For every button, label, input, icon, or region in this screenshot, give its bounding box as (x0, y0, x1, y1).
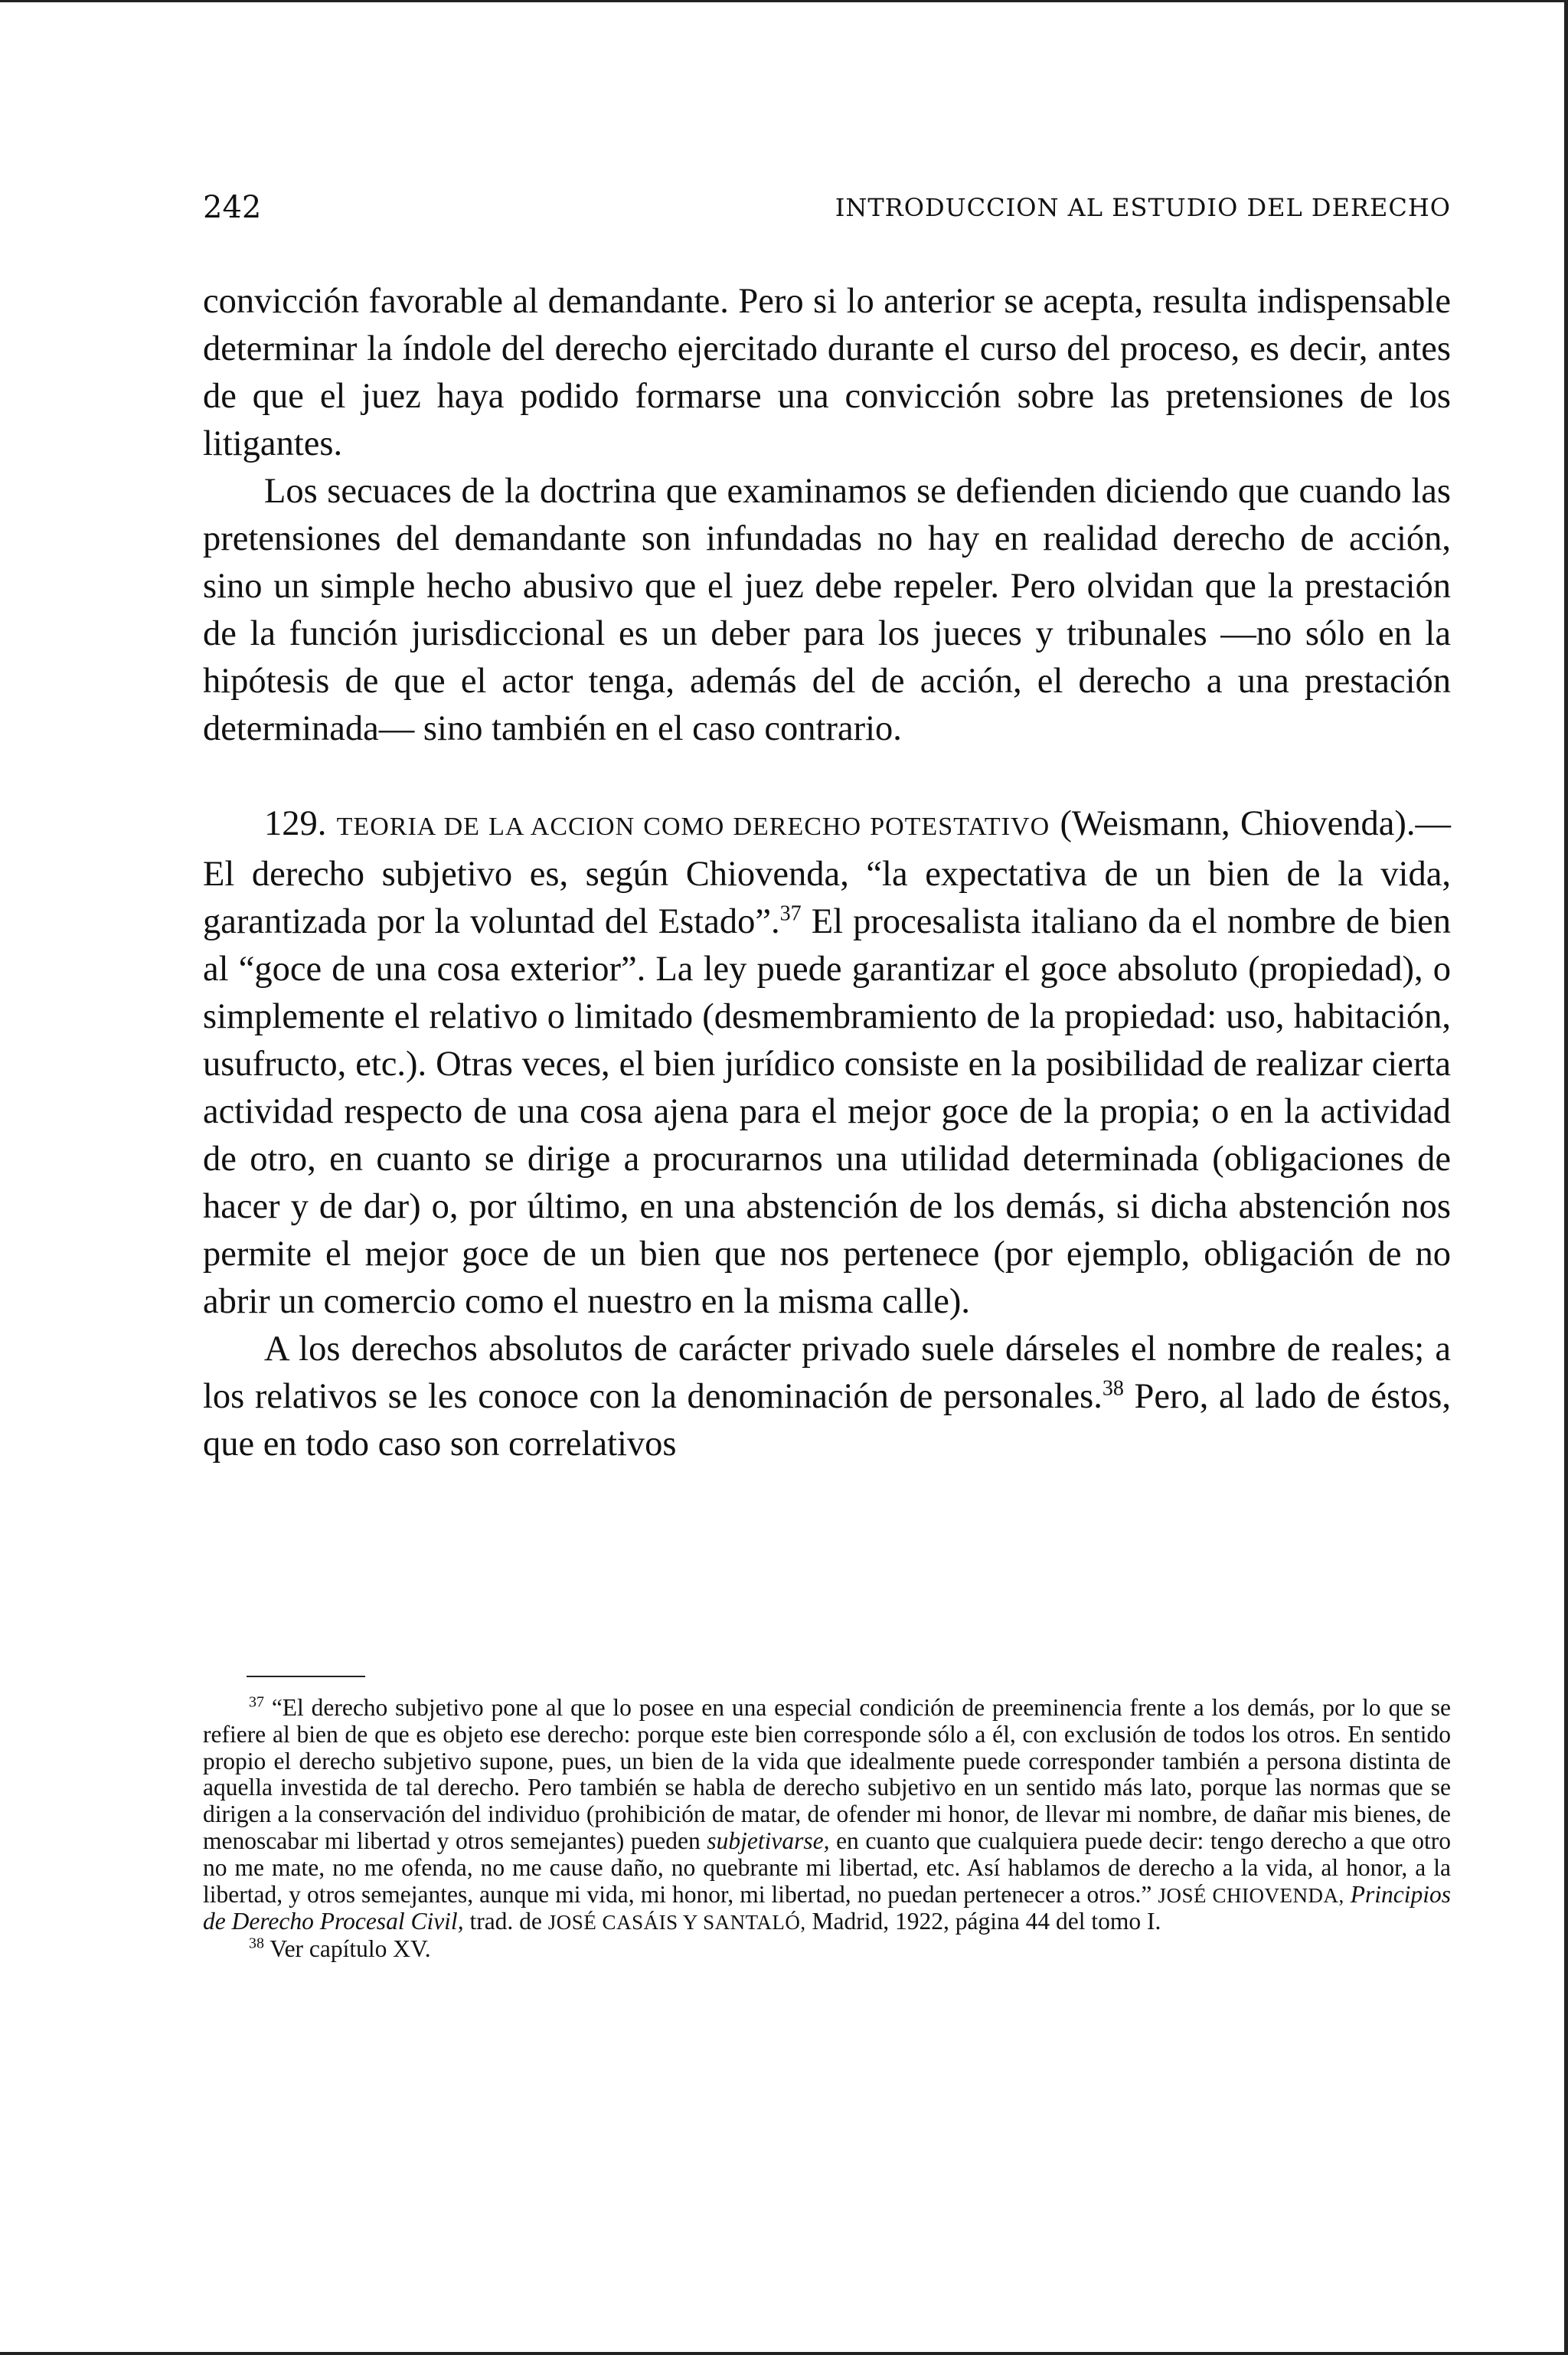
footnote-37-title: Principios de Derecho Procesal Civil, (203, 1880, 1452, 1935)
footnote-37-text-b: en cuanto que cualquiera puede decir: tengo derecho a que otro no me mate, no me ofenda, no me cause daño, no quebrante mi libertad, etc. Así hablamos de derecho a la vida, al honor, a la libertad, y otros semejantes, aunque mi vida, mi honor, mi libertad, no puedan pertenecer a otros.” (203, 1827, 1452, 1908)
footnote-mark-37: 37 (249, 1693, 264, 1711)
body-text (203, 278, 1451, 1468)
footnote-37-author: JOSÉ CHIOVENDA, (1158, 1883, 1344, 1907)
footnote-38-text: Ver capítulo XV. (270, 1935, 431, 1963)
footnote-37-italic: subjetivarse, (707, 1827, 830, 1854)
section-number: 129. (264, 804, 327, 843)
footnote-37-translator: JOSÉ CASÁIS Y SANTALÓ, (547, 1911, 806, 1935)
footnote-ref-38: 38 (1102, 1376, 1124, 1401)
running-title: INTRODUCCION AL ESTUDIO DEL DERECHO (835, 193, 1451, 222)
footnote-37-end: Madrid, 1922, página 44 del tomo I. (812, 1908, 1161, 1935)
footnote-37-trad: trad. de (469, 1908, 542, 1935)
footnotes (203, 1695, 1451, 1963)
paragraph-1: convicción favorable al demandante. Pero si lo anterior se acepta, resulta indispensable determinar la índole del derecho ejercitado durante el curso del proceso, es decir, antes de que el juez haya podido formarse una convicción sobre las pretensiones de los litigantes. (203, 282, 1451, 463)
paragraph-4 (203, 1326, 1451, 1468)
section-text-a: (Weismann, Chiovenda).—El derecho subjetivo es, según Chiovenda, “la expectativa de un bien de la vida, garantizada por la voluntad del Estado”. (203, 804, 1452, 941)
footnote-rule (247, 1676, 365, 1677)
paragraph-4-text-b: Pero, al lado de éstos, que en todo caso son correlativos (203, 1377, 1451, 1464)
paragraph-4-text-a: A los derechos absolutos de carácter privado suele dárseles el nombre de reales; a los relativos se les conoce con la denominación de personales. (203, 1330, 1451, 1416)
footnote-ref-37: 37 (779, 901, 802, 926)
paragraph-2: Los secuaces de la doctrina que examinamos se defienden diciendo que cuando las pretensiones del demandante son infundadas no hay en realidad derecho de acción, sino un simple hecho abusivo que el juez debe repeler. Pero olvidan que la prestación de la función jurisdiccional es un deber para los jueces y tribunales —no sólo en la hipótesis de que el actor tenga, además del de acción, el derecho a una prestación determinada— sino también en el caso contrario. (203, 472, 1451, 748)
footnote-37-text-a: “El derecho subjetivo pone al que lo posee en una especial condición de preeminencia frente a los demás, por lo que se refiere al bien de que es objeto ese derecho: porque este bien corresponde sólo a él, con exclusión de todos los otros. En sentido propio el derecho subjetivo supone, pues, un bien de la vida que idealmente puede corresponder también a persona distinta de aquella investida de tal derecho. Pero también se habla de derecho subjetivo en un sentido más lato, porque las normas que se dirigen a la conservación del individuo (prohibición de matar, de ofender mi honor, de llevar mi nombre, de dañar mis bienes, de menoscabar mi libertad y otros semejantes) pueden (203, 1694, 1451, 1854)
page-number: 242 (203, 190, 262, 225)
footnote-mark-38: 38 (249, 1935, 264, 1952)
section-heading: TEORIA DE LA ACCION COMO DERECHO POTESTATIVO (336, 813, 1050, 841)
section-129 (203, 800, 1451, 1326)
footnote-38 (203, 1936, 1451, 1963)
page-header (203, 190, 1451, 236)
footnote-37 (203, 1695, 1451, 1936)
section-text-b: El procesalista italiano da el nombre de bien al “goce de una cosa exterior”. La ley puede garantizar el goce absoluto (propiedad), o simplemente el relativo o limitado (desmembramiento de la propiedad: uso, habitación, usufructo, etc.). Otras veces, el bien jurídico consiste en la posibilidad de realizar cierta actividad respecto de una cosa ajena para el mejor goce de la propia; o en la actividad de otro, en cuanto se dirige a procurarnos una utilidad determinada (obligaciones de hacer y de dar) o, por último, en una abstención de los demás, si dicha abstención nos permite el mejor goce de un bien que nos pertenece (por ejemplo, obligación de no abrir un comercio como el nuestro en la misma calle). (203, 902, 1452, 1321)
